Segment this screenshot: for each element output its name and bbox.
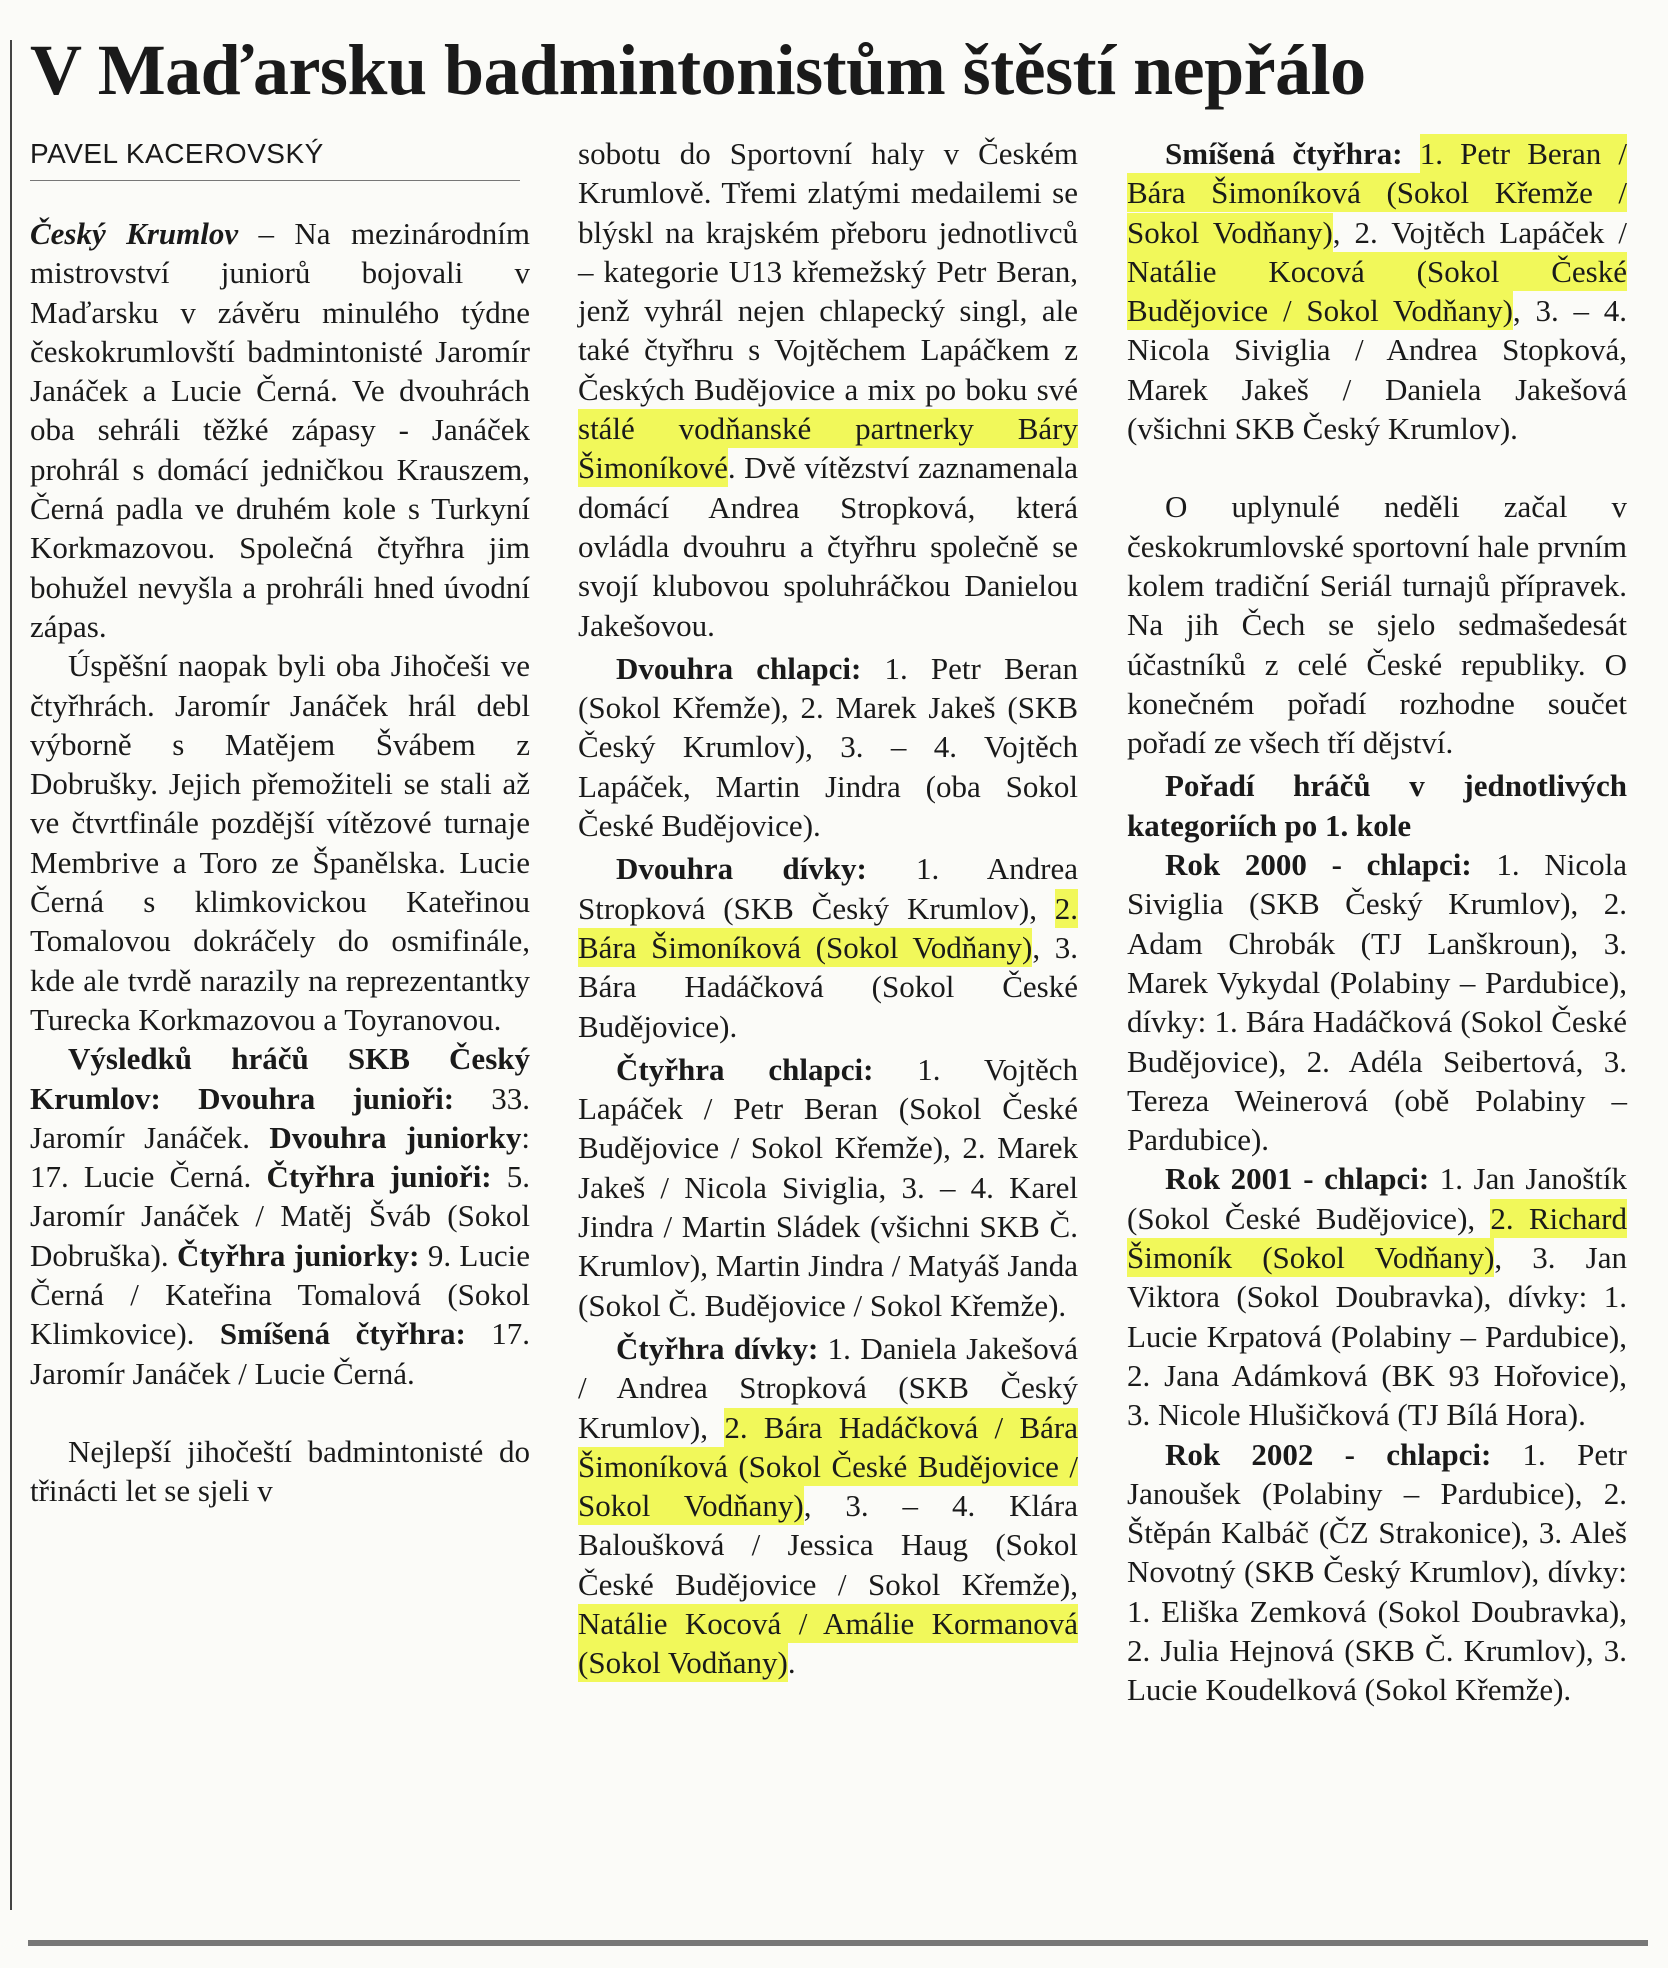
results-paragraph: Rok 2002 - chlapci: 1. Petr Janoušek (Polabiny – Pardubice), 2. Štěpán Kalbáč (ČZ Strakonice), 3. Aleš Novotný (SKB Český Krumlov), dívky: 1. Eliška Zemková (Sokol Doubravka), 2. Julia Hejnová (SKB Č. Krumlov), 3. Lucie Koudelková (Sokol Křemže). (1127, 1436, 1628, 1708)
paragraph: sobotu do Sportovní haly v Českém Krumlově. Třemi zlatými medailemi se blýskl na krajském přeboru jednotlivců – kategorie U13 křemežský Petr Beran, jenž vyhrál nejen chlapecký singl, ale také čtyřhru s Vojtěchem Lapáčkem z Českých Budějovice a mix po boku své stálé vodňanské partnerky Báry Šimoníkové. Dvě vítězství zaznamenala domácí Andrea Stropková, která ovládla dvouhru a čtyřhru společně se svojí klubovou spoluhráčkou Danielou Jakešovou. (578, 136, 1078, 643)
article-column-3 (1127, 134, 1627, 1710)
article-column-1 (30, 214, 530, 1511)
left-margin-rule (10, 40, 12, 1910)
article-title: V Maďarsku badmintonistům štěstí nepřálo (30, 30, 1366, 110)
paragraph: Nejlepší jihočeští badmintonisté do třinácti let se sjeli v (30, 1433, 530, 1509)
dateline-city: Český Krumlov (30, 216, 239, 251)
byline-divider (30, 180, 520, 181)
results-paragraph: Rok 2000 - chlapci: 1. Nicola Siviglia (SKB Český Krumlov), 2. Adam Chrobák (TJ Lanškroun), 3. Marek Vykydal (Polabiny – Pardubice), dívky: 1. Bára Hadáčková (Sokol České Budějovice), 2. Adéla Seibertová, 3. Tereza Weinerová (obě Polabiny – Pardubice). (1127, 847, 1627, 1158)
results-paragraph: Smíšená čtyřhra: 1. Petr Beran / Bára Šimoníková (Sokol Křemže / Sokol Vodňany), 2. Vojtěch Lapáček / Natálie Kocová (Sokol České Budějovice / Sokol Vodňany), 3. – 4. Nicola Siviglia / Andrea Stopková, Marek Jakeš / Daniela Jakešová (všichni SKB Český Krumlov). (1127, 136, 1627, 447)
bottom-rule (28, 1940, 1648, 1946)
section-subheading: Pořadí hráčů v jednotlivých kategoriích po 1. kole (1127, 768, 1627, 843)
highlighted-text: 2. Richard Šimoník (Sokol Vodňany) (1127, 1200, 1627, 1276)
highlighted-text: Natálie Kocová (Sokol České Budějovice / Sokol Vodňany) (1127, 253, 1627, 329)
highlighted-text: 2. Bára Hadáčková / Bára Šimoníková (Sokol České Budějovice / Sokol Vodňany) (578, 1409, 1078, 1524)
highlighted-text: stálé vodňanské partnerky Báry Šimoníkové (578, 411, 1078, 486)
paragraph: O uplynulé neděli začal v českokrumlovské sportovní hale prvním kolem tradiční Seriál turnajů přípravek. Na jih Čech se sjelo sedmašedesát účastníků z celé České republiky. O konečném pořadí rozhodne součet pořadí ze všech tří dějství. (1127, 489, 1627, 761)
paragraph: Český Krumlov – Na mezinárodním mistrovství juniorů bojovali v Maďarsku v závěru minulého týdne českokrumlovští badmintonisté Jaromír Janáček a Lucie Černá. Ve dvouhrách oba sehráli těžké zápasy - Janáček prohrál s domácí jedničkou Krauszem, Černá padla ve druhém kole s Turkyní Korkmazovou. Společná čtyřhra jim bohužel nevyšla a prohráli hned úvodní zápas. (30, 216, 530, 644)
article-column-2 (578, 134, 1078, 1683)
results-paragraph: Dvouhra chlapci: 1. Petr Beran (Sokol Křemže), 2. Marek Jakeš (SKB Český Krumlov), 3. – 4. Vojtěch Lapáček, Martin Jindra (oba Sokol České Budějovice). (578, 650, 1078, 844)
results-paragraph: Čtyřhra chlapci: 1. Vojtěch Lapáček / Petr Beran (Sokol České Budějovice / Sokol Křemže), 2. Marek Jakeš / Nicola Siviglia, 3. – 4. Karel Jindra / Martin Sládek (všichni SKB Č. Krumlov), Martin Jindra / Matyáš Janda (Sokol Č. Budějovice / Sokol Křemže). (578, 1051, 1078, 1323)
highlighted-text: Natálie Kocová / Amálie Kormanová (Sokol Vodňany) (578, 1605, 1078, 1681)
author-byline: PAVEL KACEROVSKÝ (30, 138, 324, 169)
results-paragraph: Výsledků hráčů SKB Český Krumlov: Dvouhra junioři: 33. Jaromír Janáček. Dvouhra juniorky: 17. Lucie Černá. Čtyřhra junioři: 5. Jaromír Janáček / Matěj Šváb (Sokol Dobruška). Čtyřhra juniorky: 9. Lucie Černá / Kateřina Tomalová (Sokol Klimkovice). Smíšená čtyřhra: 17. Jaromír Janáček / Lucie Černá. (30, 1041, 531, 1391)
results-paragraph: Dvouhra dívky: 1. Andrea Stropková (SKB Český Krumlov), 2. Bára Šimoníková (Sokol Vodňany), 3. Bára Hadáčková (Sokol České Budějovice). (578, 851, 1078, 1044)
paragraph: Úspěšní naopak byli oba Jihočeši ve čtyřhrách. Jaromír Janáček hrál debl výborně s Matějem Švábem z Dobrušky. Jejich přemožiteli se stali až ve čtvrtfinále pozdější vítězové turnaje Membrive a Toro ze Španělska. Lucie Černá s klimkovickou Kateřinou Tomalovou dokráčely do osmifinále, kde ale tvrdě narazily na reprezentantky Turecka Korkmazovou a Toyranovou. (30, 648, 530, 1037)
highlighted-text: 1. Petr Beran / Bára Šimoníková (Sokol Křemže / Sokol Vodňany) (1127, 136, 1627, 250)
results-paragraph: Rok 2001 - chlapci: 1. Jan Janoštík (Sokol České Budějovice), 2. Richard Šimoník (Sokol Vodňany), 3. Jan Viktora (Sokol Doubravka), dívky: 1. Lucie Krpatová (Polabiny – Pardubice), 2. Jana Adámková (BK 93 Hořovice), 3. Nicole Hlušičková (TJ Bílá Hora). (1127, 1161, 1627, 1433)
highlighted-text: 2. Bára Šimoníková (Sokol Vodňany) (578, 890, 1078, 965)
results-paragraph: Čtyřhra dívky: 1. Daniela Jakešová / Andrea Stropková (SKB Český Krumlov), 2. Bára Hadáčková / Bára Šimoníková (Sokol České Budějovice / Sokol Vodňany), 3. – 4. Klára Baloušková / Jessica Haug (Sokol České Budějovice / Sokol Křemže), Natálie Kocová / Amálie Kormanová (Sokol Vodňany). (578, 1330, 1078, 1681)
